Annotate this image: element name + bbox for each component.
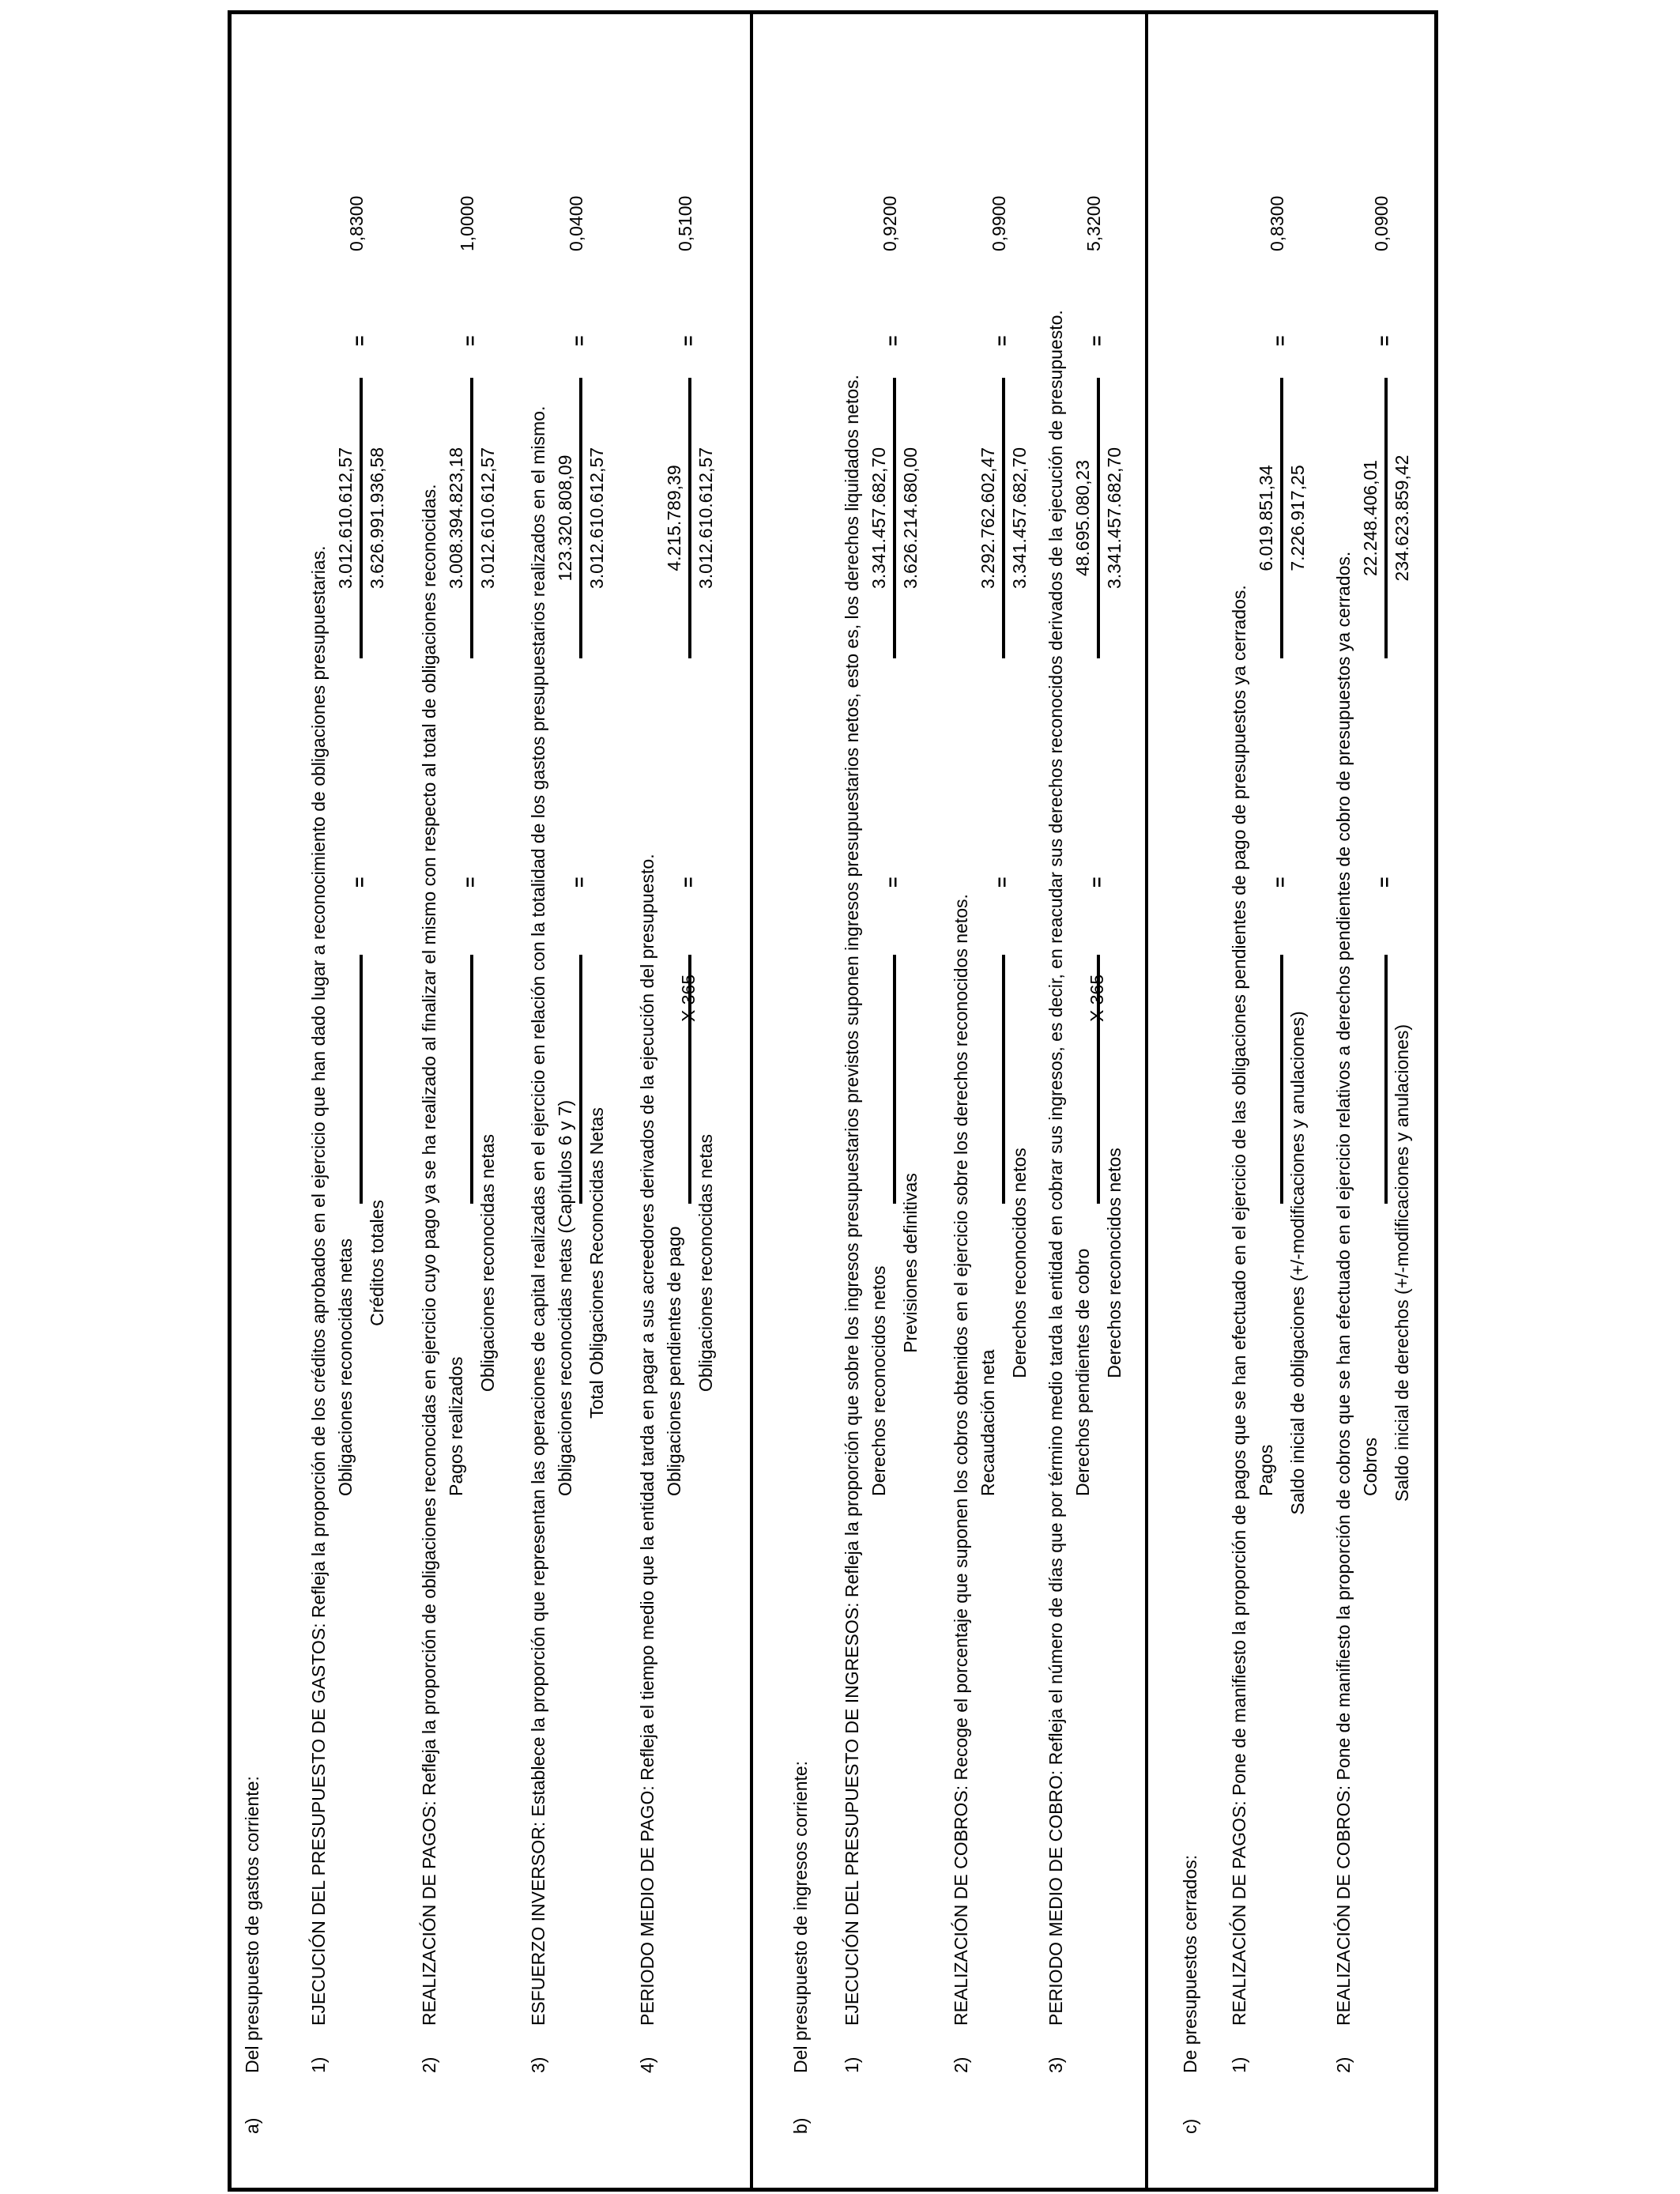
fraction-bar [360,955,363,1204]
equals-sign: = [1087,335,1107,346]
fraction-bar [1280,378,1283,658]
item-description: REALIZACIÓN DE COBROS: Pone de manifiesto la proporción de cobros que se han efectuado en el ejercicio relativos a derechos pendientes de cobro de presupuestos ya cerrados. [1333,551,1354,2026]
section-divider [750,14,753,2188]
equals-sign: = [1270,335,1290,346]
fraction-bar [1097,378,1100,658]
denominator-label: Derechos reconocidos netos [1009,1148,1030,1378]
denominator-label: Saldo inicial de derechos (+/-modificaciones y anulaciones) [1392,1023,1412,1502]
equals-sign: = [1374,335,1395,346]
item-description: EJECUCIÓN DEL PRESUPUESTO DE INGRESOS: Refleja la proporción que sobre los ingresos presupuestarios previstos suponen ingresos presupuestarios netos, esto es, los derechos liquidados netos. [842,375,862,2026]
item-description: REALIZACIÓN DE PAGOS: Refleja la proporción de obligaciones reconocidas en ejercicio cuyo pago ya se ha realizado al finalizar el mismo con respecto al total de obligaciones reconocidas. [419,484,439,2026]
denominator-value: 3.012.610.612,57 [586,447,607,590]
section-label: b) [790,2117,811,2134]
numerator-label: Cobros [1360,1437,1381,1496]
numerator-value: 3.008.394.823,18 [446,447,466,590]
numerator-label: Obligaciones pendientes de pago [664,1226,684,1496]
numerator-label: Recaudación neta [977,1349,998,1496]
ratio-result: 0,9200 [880,195,900,251]
item-number: 3) [1045,2056,1066,2073]
ratio-item-a3 [527,14,614,2188]
multiplier-x365: X 365 [678,974,699,1022]
denominator-value: 3.626.991.936,58 [367,447,387,590]
numerator-label: Derechos pendientes de cobro [1072,1248,1093,1496]
equals-sign: = [349,876,370,888]
equals-sign: = [992,876,1012,888]
fraction-bar [579,378,582,658]
denominator-value: 3.012.610.612,57 [695,447,716,590]
denominator-value: 7.226.917,25 [1287,465,1308,571]
section-title: De presupuestos cerrados: [1180,1854,1200,2073]
fraction-bar [1280,955,1283,1204]
fraction-bar [470,955,473,1204]
ratio-item-c1 [1228,14,1315,2188]
item-number: 2) [419,2056,439,2073]
numerator-label: Pagos [1256,1444,1276,1496]
denominator-value: 3.012.610.612,57 [477,447,498,590]
equals-sign: = [460,876,480,888]
denominator-value: 234.623.859,42 [1392,454,1412,582]
ratio-result: 0,0900 [1371,195,1392,251]
section-title: Del presupuesto de ingresos corriente: [790,1760,811,2073]
denominator-value: 3.341.457.682,70 [1104,447,1124,590]
ratio-result: 1,0000 [457,195,477,251]
denominator-label: Previsiones definitivas [900,1173,921,1353]
equals-sign: = [883,876,903,888]
ratio-item-b1 [841,14,928,2188]
numerator-value: 123.320.808,09 [555,454,575,582]
equals-sign: = [569,876,590,888]
denominator-label: Total Obligaciones Reconocidas Netas [586,1107,607,1419]
fraction-bar [688,378,691,658]
equals-sign: = [349,335,370,346]
ratio-result: 0,8300 [346,195,367,251]
multiplier-x365: X 365 [1087,974,1107,1022]
item-number: 3) [528,2056,548,2073]
numerator-value: 3.012.610.612,57 [335,447,356,590]
ratio-result: 5,3200 [1083,195,1104,251]
section-label: c) [1180,2118,1200,2134]
equals-sign: = [992,335,1012,346]
ratio-item-b3 [1045,14,1132,2188]
denominator-label: Obligaciones reconocidas netas [477,1133,498,1393]
numerator-value: 3.292.762.602,47 [977,447,998,590]
fraction-bar [360,378,363,658]
item-description: PERIODO MEDIO DE COBRO: Refleja el número de días que por término medio tarda la entidad en cobrar sus ingresos, es decir, en reacudar sus derechos reconocidos derivados de la ejecución de presupuesto. [1045,310,1066,2026]
item-description: ESFUERZO INVERSOR: Establece la proporción que representan las operaciones de capital realizadas en el ejercicio en relación con la totalidad de los gastos presupuestarios realizados en el mismo. [528,405,548,2026]
item-description: REALIZACIÓN DE COBROS: Recoge el porcentaje que suponen los cobros obtenidos en el ejercicio sobre los derechos reconocidos netos. [951,894,971,2026]
ratio-item-a2 [418,14,505,2188]
equals-sign: = [678,876,699,888]
equals-sign: = [1087,876,1107,888]
ratio-item-b2 [950,14,1037,2188]
equals-sign: = [569,335,590,346]
fraction-bar [1384,378,1388,658]
ratio-result: 0,0400 [566,195,586,251]
fraction-bar [470,378,473,658]
denominator-label: Obligaciones reconocidas netas [695,1133,716,1393]
equals-sign: = [1374,876,1395,888]
ratio-item-c2 [1332,14,1419,2188]
section-divider [1145,14,1148,2188]
denominator-value: 3.341.457.682,70 [1009,447,1030,590]
item-number: 1) [842,2056,862,2073]
equals-sign: = [678,335,699,346]
ratio-result: 0,5100 [675,195,695,251]
ratio-item-a1 [307,14,394,2188]
ratio-result: 0,8300 [1267,195,1287,251]
item-number: 2) [951,2056,971,2073]
numerator-value: 48.695.080,23 [1072,459,1093,577]
denominator-label: Créditos totales [367,1200,387,1326]
item-number: 1) [1229,2056,1249,2073]
denominator-label: Derechos reconocidos netos [1104,1148,1124,1378]
item-description: PERIODO MEDIO DE PAGO: Refleja el tiempo medio que la entidad tarda en pagar a sus acreedores derivados de la ejecución del presupuesto. [637,854,657,2026]
fraction-bar [1384,955,1388,1204]
numerator-label: Pagos realizados [446,1356,466,1496]
ratio-result: 0,9900 [989,195,1009,251]
section-label: a) [242,2117,262,2134]
item-number: 4) [637,2056,657,2073]
fraction-bar [893,955,896,1204]
equals-sign: = [1270,876,1290,888]
denominator-label: Saldo inicial de obligaciones (+/-modificaciones y anulaciones) [1287,1011,1308,1515]
equals-sign: = [460,335,480,346]
numerator-value: 4.215.789,39 [664,465,684,571]
item-description: EJECUCIÓN DEL PRESUPUESTO DE GASTOS: Refleja la proporción de los créditos aprobados en el ejercicio que han dado lugar a reconocimiento de obligaciones presupuestarias. [308,545,329,2026]
numerator-value: 22.248.406,01 [1360,459,1381,577]
numerator-value: 6.019.851,34 [1256,465,1276,571]
fraction-bar [579,955,582,1204]
ratio-item-a4 [636,14,723,2188]
equals-sign: = [883,335,903,346]
fraction-bar [893,378,896,658]
numerator-label: Obligaciones reconocidas netas [335,1238,356,1496]
document-page [228,10,1438,2192]
item-number: 1) [308,2056,329,2073]
item-description: REALIZACIÓN DE PAGOS: Pone de manifiesto la proporción de pagos que se han efectuado en el ejercicio de las obligaciones pendientes de pago de presupuestos ya cerrados. [1229,585,1249,2026]
fraction-bar [1002,378,1005,658]
item-number: 2) [1333,2056,1354,2073]
numerator-value: 3.341.457.682,70 [868,447,889,590]
numerator-label: Derechos reconocidos netos [868,1265,889,1496]
fraction-bar [1002,955,1005,1204]
denominator-value: 3.626.214.680,00 [900,447,921,590]
numerator-label: Obligaciones reconocidas netas (Capítulos 6 y 7) [555,1099,575,1496]
section-title: Del presupuesto de gastos corriente: [242,1776,262,2073]
